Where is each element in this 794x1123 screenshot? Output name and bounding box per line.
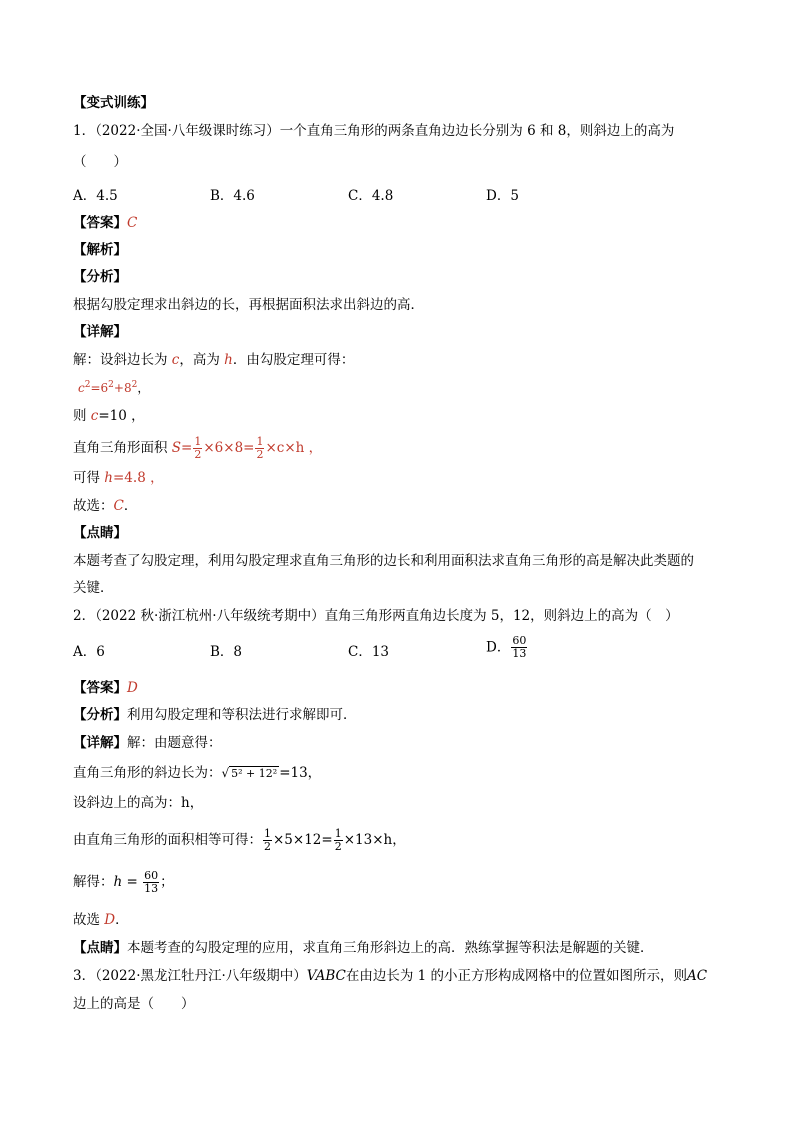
q1-fenxi-text: 根据勾股定理求出斜边的长，再根据面积法求出斜边的高． <box>73 297 424 313</box>
denominator: 2 <box>256 448 264 461</box>
q3-stem-line1 <box>73 966 707 986</box>
text: 由直角三角形的面积相等可得： <box>73 832 262 848</box>
denominator: 13 <box>512 647 527 660</box>
text: ，高为 <box>179 352 225 368</box>
numerator: 1 <box>334 827 342 840</box>
text: 解得： <box>73 874 114 890</box>
q1-solution-line2: $c^2=6^2+8^2$， <box>78 380 150 395</box>
answer-choice: C <box>113 498 124 514</box>
q2-stem: 2．（2022 秋·浙江杭州·八年级统考期中）直角三角形两直角边长度为 5，12，则斜边上的高为（ ） <box>73 608 679 624</box>
text: 则 <box>73 408 91 424</box>
answer-value: C <box>127 215 138 231</box>
numerator: 1 <box>264 827 271 840</box>
q1-xiangjie-label: 【详解】 <box>73 324 127 340</box>
q1-answer <box>73 213 137 233</box>
q1-solution-line1 <box>73 350 354 370</box>
q2-dianjing <box>73 938 654 958</box>
text: ．由勾股定理可得： <box>232 352 355 368</box>
text: =4.8 ， <box>113 470 164 486</box>
xiangjie-label: 【详解】 <box>73 735 127 751</box>
q2-solution-line3 <box>73 828 406 853</box>
numerator: 60 <box>144 869 159 882</box>
text: =10 ， <box>98 408 145 424</box>
fraction-half <box>255 436 264 461</box>
dianjing-text: 本题考查的勾股定理的应用，求直角三角形斜边上的高．熟练掌握等积法是解题的关键． <box>127 940 654 956</box>
q1-stem-line2: （ ） <box>73 154 127 170</box>
q1-solution-line3 <box>73 406 145 426</box>
fenxi-text: 利用勾股定理和等积法进行求解即可． <box>127 707 357 723</box>
text: 直角三角形的斜边长为： <box>73 765 222 781</box>
var-c: c <box>90 408 99 424</box>
text: 在由边长为 1 的小正方形构成网格中的位置如图所示，则 <box>345 968 688 984</box>
var-h: h <box>104 470 113 486</box>
text: ， <box>137 381 150 395</box>
q1-option-b: B．4.6 <box>210 188 255 204</box>
triangle-name: VABC <box>306 968 346 984</box>
section-title: 【变式训练】 <box>73 95 154 111</box>
answer-value: D <box>127 680 138 696</box>
q1-stem-line1: 1．（2022·全国·八年级课时练习）一个直角三角形的两条直角边边长分别为 6 和 8，则斜边上的高为 <box>73 123 675 139</box>
fraction-half <box>263 828 272 853</box>
fraction-half <box>334 828 343 853</box>
option-label: D． <box>486 639 511 656</box>
q2-option-c: C．13 <box>348 644 390 660</box>
text: 可得 <box>73 470 105 486</box>
q1-solution-line4 <box>73 436 322 461</box>
text: =13， <box>279 765 322 781</box>
q1-dianjing-line2: 关键． <box>73 580 114 596</box>
q2-option-d <box>486 635 528 660</box>
denominator: 13 <box>144 882 159 895</box>
text: 直角三角形面积 <box>73 440 172 456</box>
radicand: 5² + 12² <box>231 767 278 780</box>
var-s: S <box>171 440 182 456</box>
q1-option-c: C．4.8 <box>348 188 394 204</box>
q1-jiexi-label: 【解析】 <box>73 242 127 258</box>
text: 解：设斜边长为 <box>73 352 172 368</box>
var-h: h <box>113 874 123 890</box>
q1-dianjing-line1: 本题考查了勾股定理，利用勾股定理求直角三角形的边长和利用面积法求直角三角形的高是解决此类题的 <box>73 553 694 569</box>
text: ． <box>123 498 138 514</box>
q1-option-d: D．5 <box>486 188 519 204</box>
q3-stem-line2: 边上的高是（ ） <box>73 996 195 1012</box>
text: ×13×h， <box>343 832 406 848</box>
text: =6 <box>90 381 109 395</box>
numerator: 1 <box>256 435 264 448</box>
text: = <box>122 874 143 890</box>
q1-solution-line6 <box>73 496 137 516</box>
answer-label: 【答案】 <box>73 680 127 696</box>
text: ×6×8= <box>203 440 255 456</box>
text: ． <box>115 912 129 928</box>
text: ×5×12= <box>273 832 333 848</box>
q1-solution-line5 <box>73 468 164 488</box>
q2-solution-line4 <box>73 870 174 895</box>
text: +8 <box>113 381 132 395</box>
var-h: h <box>224 352 233 368</box>
text: 故选 <box>73 912 105 928</box>
fraction-60-13 <box>511 635 527 660</box>
q2-option-b: B．8 <box>210 644 243 660</box>
q2-solution-line2: 设斜边上的高为：h， <box>73 795 204 811</box>
dianjing-label: 【点睛】 <box>73 940 127 956</box>
numerator: 60 <box>512 634 527 647</box>
q2-option-a: A．6 <box>73 644 105 660</box>
xiangjie-text: 解：由题意得： <box>127 735 222 751</box>
text: = <box>181 440 193 456</box>
answer-label: 【答案】 <box>73 215 127 231</box>
fraction-60-13 <box>143 870 159 895</box>
q1-option-a: A．4.5 <box>73 188 118 204</box>
denominator: 2 <box>334 840 342 853</box>
denominator: 2 <box>194 448 202 461</box>
q2-solution-line5 <box>73 910 129 930</box>
text: 故选： <box>73 498 114 514</box>
q2-fenxi <box>73 705 357 725</box>
text: ×c×h ， <box>265 440 323 456</box>
text: 3．（2022·黑龙江牡丹江·八年级期中） <box>73 968 307 984</box>
answer-choice: D <box>104 912 116 928</box>
numerator: 1 <box>194 435 202 448</box>
q2-answer <box>73 678 138 698</box>
q2-solution-line1: 直角三角形的斜边长为：√ 5² + 12² =13， <box>73 765 322 781</box>
text: ； <box>160 874 174 890</box>
var-c: c <box>78 381 85 395</box>
fraction-half <box>193 436 202 461</box>
q1-dianjing-label: 【点睛】 <box>73 525 127 541</box>
fenxi-label: 【分析】 <box>73 707 127 723</box>
segment-ac: AC <box>687 968 708 984</box>
q2-xiangjie <box>73 733 222 753</box>
var-c: c <box>171 352 180 368</box>
q1-fenxi-label: 【分析】 <box>73 269 127 285</box>
denominator: 2 <box>264 840 271 853</box>
